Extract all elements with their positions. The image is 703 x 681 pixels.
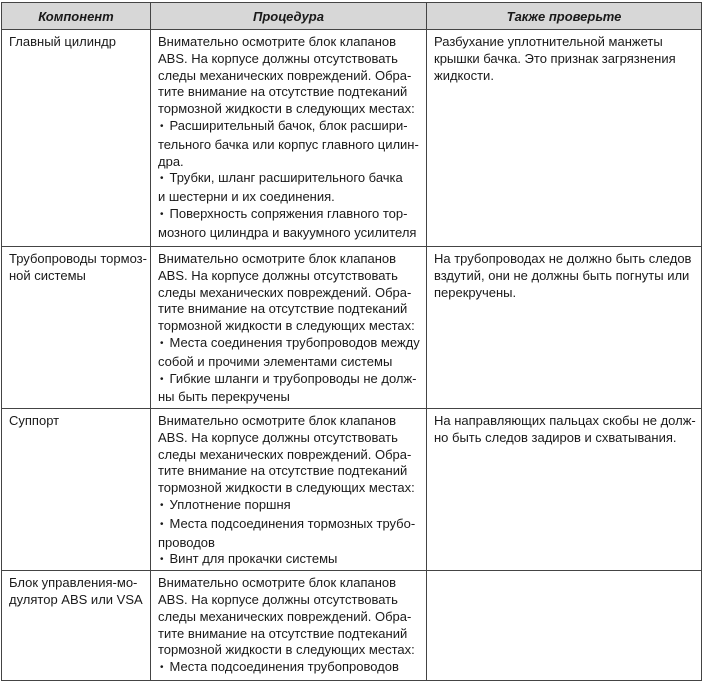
header-component: Компонент bbox=[2, 3, 151, 30]
component-line: Блок управления-мо- bbox=[9, 575, 138, 591]
procedure-line: следы механических повреждений. Обра- bbox=[158, 284, 412, 300]
header-procedure: Процедура bbox=[151, 3, 427, 30]
table-row bbox=[2, 30, 702, 247]
procedure-line: тельного бачка или корпус главного цилин- bbox=[158, 136, 419, 152]
also-check-line: На направляющих пальцах скобы не долж- bbox=[434, 413, 696, 428]
header-row bbox=[2, 3, 702, 30]
procedure-line: собой и прочими элементами системы bbox=[158, 353, 393, 369]
cell-procedure bbox=[151, 30, 427, 247]
component-line: дулятор ABS или VSA bbox=[9, 591, 143, 607]
procedure-line: тите внимание на отсутствие подтеканий bbox=[158, 463, 408, 479]
procedure-line: Внимательно осмотрите блок клапанов bbox=[158, 251, 397, 266]
bullet-item: • Расширительный бачок, блок расшири- bbox=[158, 118, 420, 137]
cell-also-check bbox=[427, 571, 702, 681]
procedure-line: тормозной жидкости в следующих местах: bbox=[158, 642, 415, 658]
procedure-line: тормозной жидкости в следующих местах: bbox=[158, 101, 415, 117]
cell-procedure bbox=[151, 409, 427, 571]
procedure-line: ABS. На корпусе должны отсутствовать bbox=[158, 591, 398, 607]
component-line: Трубопроводы тормоз- bbox=[9, 251, 147, 266]
procedure-line: ABS. На корпусе должны отсутствовать bbox=[158, 50, 398, 66]
also-check-line: Разбухание уплотнительной манжеты bbox=[434, 34, 663, 49]
procedure-line: тите внимание на отсутствие подтеканий bbox=[158, 301, 408, 317]
procedure-line: ны быть перекручены bbox=[158, 389, 290, 405]
also-check-line: жидкости. bbox=[434, 67, 494, 83]
procedure-line: Внимательно осмотрите блок клапанов bbox=[158, 413, 397, 428]
also-check-line: перекручены. bbox=[434, 284, 517, 300]
table-row bbox=[2, 571, 702, 681]
inspection-table bbox=[1, 2, 702, 681]
also-check-line: крышки бачка. Это признак загрязнения bbox=[434, 50, 676, 66]
bullet-item: • Места соединения трубопроводов между bbox=[158, 335, 420, 354]
procedure-line: тормозной жидкости в следующих местах: bbox=[158, 480, 415, 496]
procedure-line: следы механических повреждений. Обра- bbox=[158, 608, 412, 624]
cell-also-check bbox=[427, 247, 702, 409]
bullet-item: • Места подсоединения трубопроводов bbox=[158, 659, 420, 678]
procedure-line: тормозной жидкости в следующих местах: bbox=[158, 318, 415, 334]
procedure-line: Внимательно осмотрите блок клапанов bbox=[158, 575, 397, 591]
cell-component bbox=[2, 571, 151, 681]
procedure-line: следы механических повреждений. Обра- bbox=[158, 446, 412, 462]
header-also-check: Также проверьте bbox=[427, 3, 702, 30]
bullet-item: • Уплотнение поршня bbox=[158, 497, 420, 516]
also-check-line: но быть следов задиров и схватывания. bbox=[434, 429, 677, 445]
procedure-line: и шестерни и их соединения. bbox=[158, 189, 335, 205]
procedure-line: проводов bbox=[158, 534, 215, 550]
bullet-item: • Гибкие шланги и трубопроводы не долж- bbox=[158, 371, 420, 390]
cell-procedure bbox=[151, 571, 427, 681]
table-row bbox=[2, 247, 702, 409]
procedure-line: ABS. На корпусе должны отсутствовать bbox=[158, 429, 398, 445]
cell-component bbox=[2, 247, 151, 409]
procedure-line: следы механических повреждений. Обра- bbox=[158, 67, 412, 83]
cell-component bbox=[2, 30, 151, 247]
component-line: ной системы bbox=[9, 267, 86, 283]
cell-component bbox=[2, 409, 151, 571]
bullet-item: • Трубки, шланг расширительного бачка bbox=[158, 170, 420, 189]
also-check-line: На трубопроводах не должно быть следов bbox=[434, 251, 692, 266]
bullet-item: • Места подсоединения тормозных трубо- bbox=[158, 516, 420, 535]
procedure-line: тите внимание на отсутствие подтеканий bbox=[158, 625, 408, 641]
bullet-item: • Поверхность сопряжения главного тор- bbox=[158, 206, 420, 225]
procedure-line: дра. bbox=[158, 153, 184, 169]
procedure-line: Внимательно осмотрите блок клапанов bbox=[158, 34, 397, 49]
cell-also-check bbox=[427, 30, 702, 247]
also-check-line: вздутий, они не должны быть погнуты или bbox=[434, 267, 690, 283]
component-line: Главный цилиндр bbox=[9, 34, 116, 49]
cell-also-check bbox=[427, 409, 702, 571]
procedure-line: тите внимание на отсутствие подтеканий bbox=[158, 84, 408, 100]
bullet-item: • Винт для прокачки системы bbox=[158, 551, 420, 570]
procedure-line: мозного цилиндра и вакуумного усилителя bbox=[158, 224, 417, 240]
cell-procedure bbox=[151, 247, 427, 409]
procedure-line: ABS. На корпусе должны отсутствовать bbox=[158, 267, 398, 283]
component-line: Суппорт bbox=[9, 413, 60, 428]
table-row bbox=[2, 409, 702, 571]
